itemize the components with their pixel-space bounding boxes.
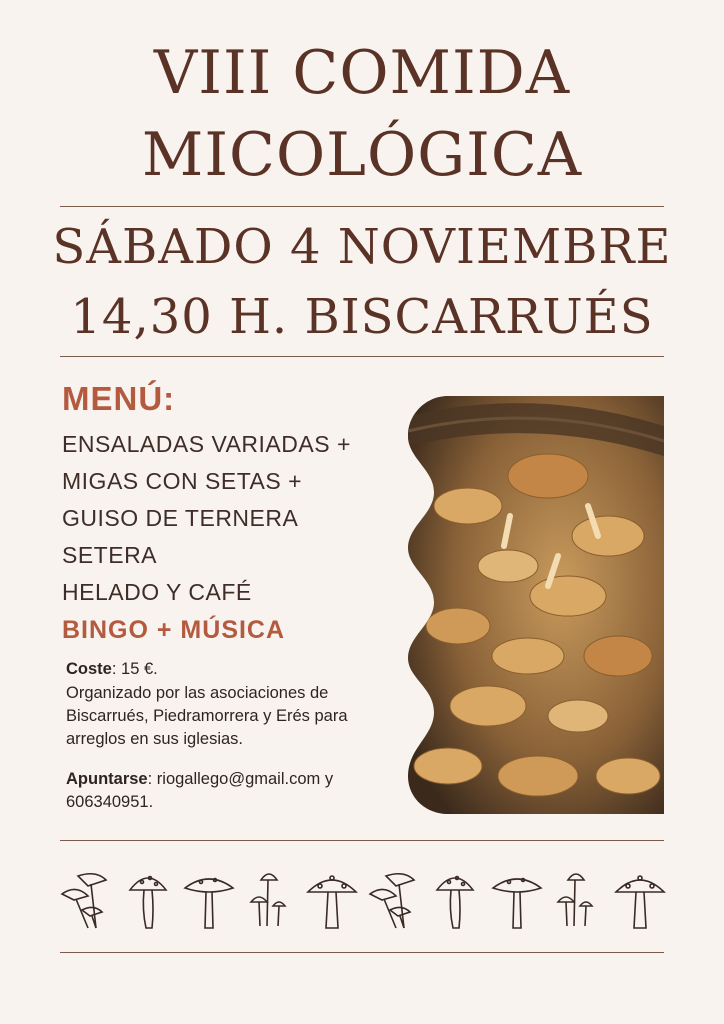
- mushroom-cluster-icon: [366, 866, 422, 932]
- divider-top: [60, 206, 664, 207]
- title-line-2: MICOLÓGICA: [141, 120, 583, 190]
- menu-item: SETERA: [62, 542, 158, 568]
- event-time-place: 14,30 H. BISCARRUÉS: [70, 289, 654, 345]
- organizers-text: Organizado por las asociaciones de Biscarrués, Piedramorrera y Erés para arreglos en sus iglesias.: [66, 684, 348, 748]
- menu-item: MIGAS CON SETAS +: [62, 468, 303, 494]
- mushroom-pair-icon: [550, 866, 606, 932]
- menu-list: [62, 426, 351, 611]
- menu-item: GUISO DE TERNERA: [62, 505, 299, 531]
- signup-info: [66, 768, 396, 814]
- mushroom-amanita-icon: [612, 866, 668, 932]
- divider-bottom-upper: [60, 840, 664, 841]
- signup-value: : riogallego@gmail.com y 606340951.: [66, 770, 334, 811]
- mushroom-pair-icon: [243, 866, 299, 932]
- divider-bottom-lower: [60, 952, 664, 953]
- title-line-1: VIII COMIDA: [153, 38, 571, 108]
- mushroom-amanita-icon: [304, 866, 360, 932]
- divider-middle: [60, 356, 664, 357]
- cost-label: Coste: [66, 660, 112, 678]
- mushroom-icon: [427, 866, 483, 932]
- mushroom-icon: [120, 866, 176, 932]
- mushroom-flat-icon: [181, 866, 237, 932]
- cost-value: : 15 €.: [111, 660, 158, 678]
- mushroom-icon-row: [58, 862, 668, 932]
- signup-label: Apuntarse: [66, 770, 148, 788]
- event-date: SÁBADO 4 NOVIEMBRE: [52, 219, 672, 275]
- bingo-music-label: BINGO + MÚSICA: [62, 616, 286, 644]
- menu-item: ENSALADAS VARIADAS +: [62, 431, 351, 457]
- cost-info: [66, 658, 396, 681]
- menu-heading: MENÚ:: [62, 380, 176, 417]
- chanterelle-mushrooms-photo: [408, 396, 664, 814]
- mushroom-flat-icon: [489, 866, 545, 932]
- mushroom-cluster-icon: [58, 866, 114, 932]
- menu-item: HELADO Y CAFÉ: [62, 579, 252, 605]
